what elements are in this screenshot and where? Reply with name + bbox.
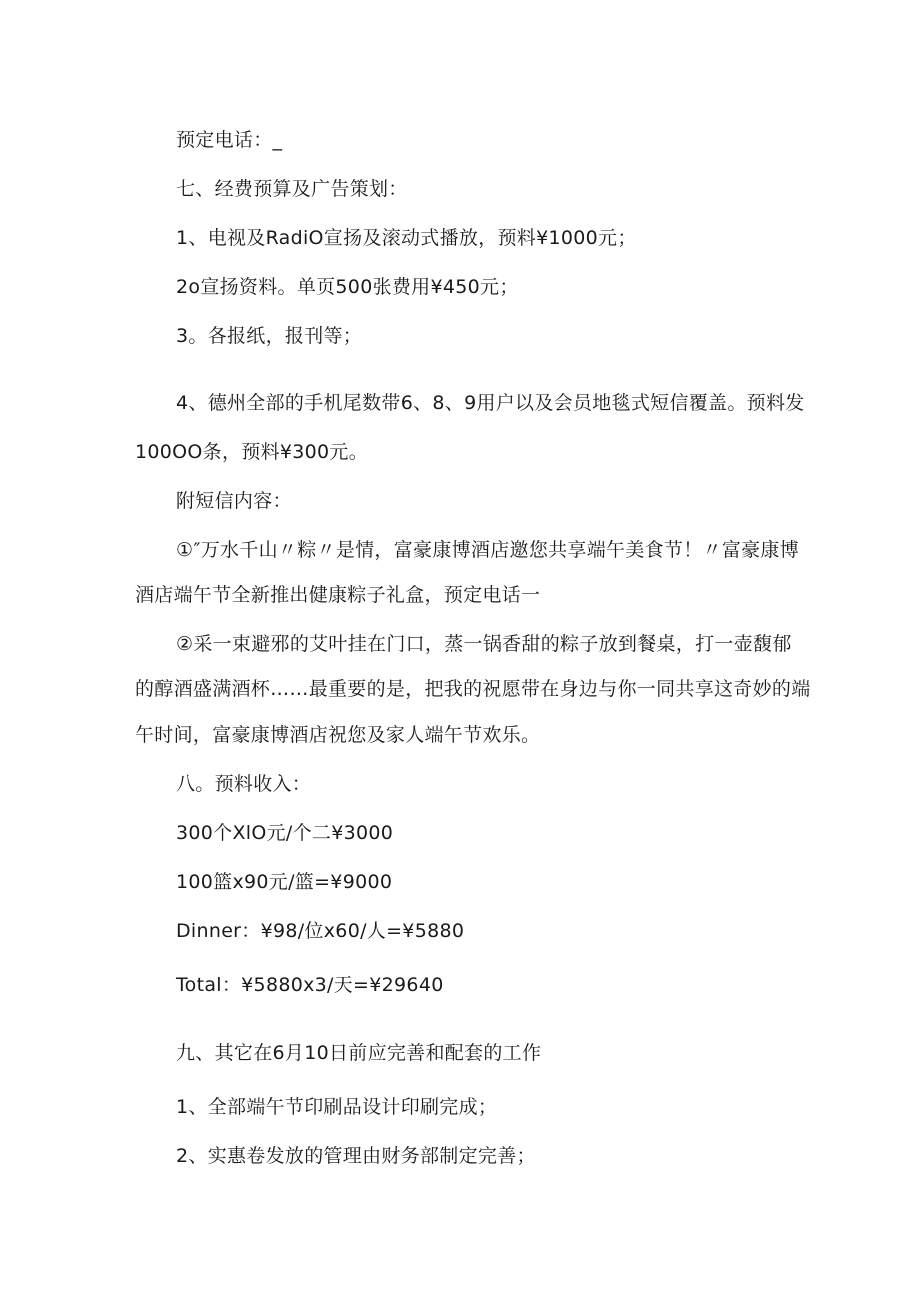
sms-message-1: ①″万水千山〃粽〃是情，富豪康博酒店邀您共享端午美食节！〃富豪康博	[176, 539, 800, 561]
section-9-heading: 九、其它在6月10日前应完善和配套的工作	[176, 1042, 542, 1064]
task-item-2: 2、实惠卷发放的管理由财务部制定完善；	[176, 1145, 536, 1167]
section-8-heading: 八。预料收入：	[176, 773, 312, 795]
budget-item-1: 1、电视及RadiO宣扬及滚动式播放，预料¥1000元；	[176, 227, 637, 249]
sms-message-2-end: 午时间，富豪康博酒店祝您及家人端午节欢乐。	[135, 724, 541, 746]
sms-message-2-continued: 的醇酒盛满酒杯……最重要的是，把我的祝愿带在身边与你一同共享这奇妙的端	[135, 678, 811, 700]
sms-message-1-continued: 酒店端午节全新推出健康粽子礼盒，预定电话一	[135, 584, 541, 606]
booking-phone-line: 预定电话：_	[176, 129, 283, 151]
budget-item-2: 2o宣扬资料。单页500张费用¥450元；	[176, 276, 519, 298]
budget-item-4-continued: 100OO条，预料¥300元。	[135, 441, 369, 463]
income-item-dinner: Dinner：¥98/位x60/人=¥5880	[176, 920, 465, 942]
budget-item-4: 4、德州全部的手机尾数带6、8、9用户以及会员地毯式短信覆盖。预料发	[176, 392, 805, 414]
income-total: Total：¥5880x3/天=¥29640	[176, 974, 444, 996]
budget-item-3: 3。各报纸，报刊等；	[176, 325, 363, 347]
section-7-heading: 七、经费预算及广告策划：	[176, 178, 408, 200]
sms-content-heading: 附短信内容：	[176, 490, 292, 512]
income-item-2: 100篮x90元/篮=¥9000	[176, 871, 393, 893]
income-item-1: 300个XlO元/个二¥3000	[176, 822, 394, 844]
task-item-1: 1、全部端午节印刷品设计印刷完成；	[176, 1096, 498, 1118]
sms-message-2: ②采一束避邪的艾叶挂在门口，蒸一锅香甜的粽子放到餐桌，打一壶馥郁	[176, 633, 792, 655]
